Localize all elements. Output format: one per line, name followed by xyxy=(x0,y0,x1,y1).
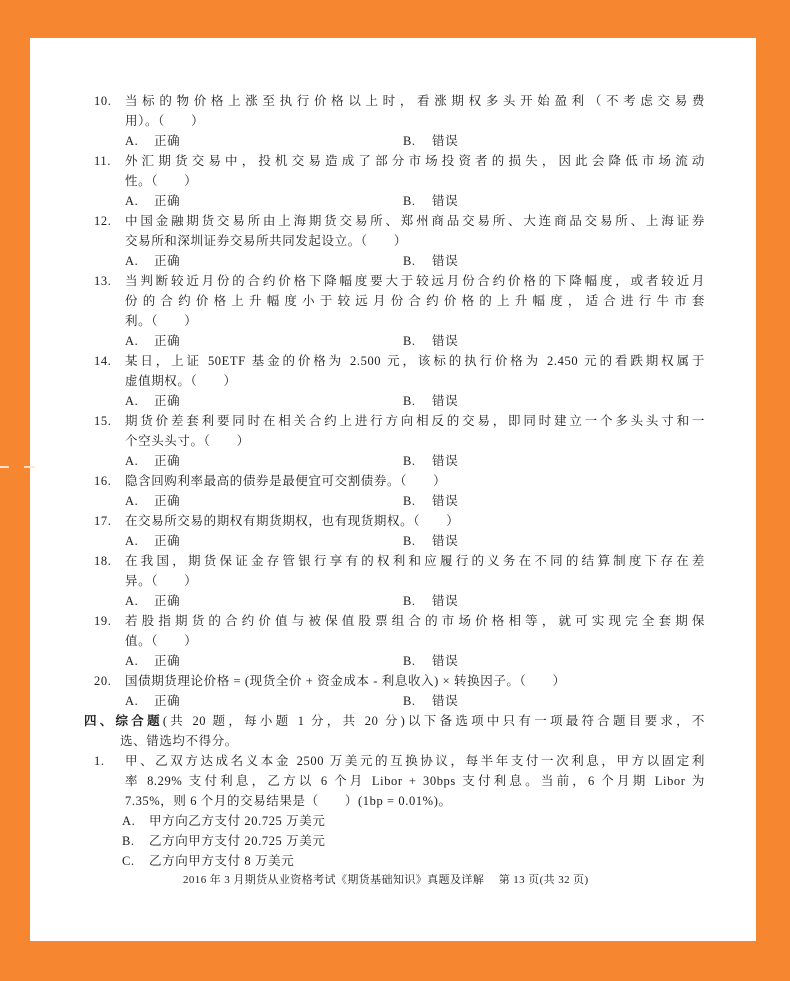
option-a-label: A. xyxy=(125,394,139,408)
question-stem-line: 份的合约价格上升幅度小于较远月份合约价格的上升幅度，适合进行牛市套 xyxy=(125,294,705,308)
option-b-label: B. xyxy=(403,654,416,668)
question-stem xyxy=(125,211,705,251)
question-block xyxy=(84,471,705,511)
question-number: 15. xyxy=(94,414,112,428)
question-number: 11. xyxy=(94,154,111,168)
option-b-label: B. xyxy=(403,534,416,548)
option-b-text: 错误 xyxy=(432,454,459,468)
option-label: A. xyxy=(122,814,136,828)
option-b xyxy=(403,451,458,471)
question-stem-line: 甲、乙双方达成名义本金 2500 万美元的互换协议，每半年支付一次利息，甲方以固定利 xyxy=(125,754,705,768)
option-row xyxy=(122,811,705,831)
question-block xyxy=(84,671,705,711)
section-title: 四、综合题 xyxy=(84,714,163,728)
left-edge-artifact xyxy=(0,466,9,468)
exam-content xyxy=(84,91,705,871)
question-stem-line: 某日，上证 50ETF 基金的价格为 2.500 元，该标的执行价格为 2.450 元的看跌期权属于 xyxy=(125,354,705,368)
question-stem xyxy=(125,551,705,591)
option-b-text: 错误 xyxy=(432,654,459,668)
option-a xyxy=(125,334,180,348)
question-stem-line: 个空头头寸。（ ） xyxy=(125,434,250,448)
question-number: 20. xyxy=(94,674,112,688)
option-a xyxy=(125,654,180,668)
question-stem-line: 交易所和深圳证券交易所共同发起设立。（ ） xyxy=(125,234,407,248)
option-b xyxy=(403,391,458,411)
option-a-text: 正确 xyxy=(154,454,181,468)
question-stem xyxy=(125,471,705,491)
option-a-label: A. xyxy=(125,254,139,268)
option-b-text: 错误 xyxy=(432,594,459,608)
option-a xyxy=(125,534,180,548)
answer-options-row xyxy=(125,591,705,611)
answer-options-row xyxy=(125,531,705,551)
answer-options-row xyxy=(125,191,705,211)
option-text: 甲方向乙方支付 20.725 万美元 xyxy=(149,814,326,828)
page-footer xyxy=(183,871,589,887)
option-a-text: 正确 xyxy=(154,254,181,268)
option-a-text: 正确 xyxy=(154,334,181,348)
option-a xyxy=(125,194,180,208)
answer-options-row xyxy=(125,251,705,271)
question-stem-line: 期货价差套利要同时在相关合约上进行方向相反的交易，即同时建立一个多头头寸和一 xyxy=(125,414,705,428)
question-block xyxy=(84,751,705,871)
option-a-label: A. xyxy=(125,334,139,348)
question-block xyxy=(84,151,705,211)
question-number: 10. xyxy=(94,94,112,108)
question-stem-line: 在我国，期货保证金存管银行享有的权利和应履行的义务在不同的结算制度下存在差 xyxy=(125,554,705,568)
question-number: 16. xyxy=(94,474,112,488)
question-stem-line: 国债期货理论价格 = (现货全价 + 资金成本 - 利息收入) × 转换因子。（ ） xyxy=(125,674,566,688)
option-a-label: A. xyxy=(125,654,139,668)
question-stem-line: 用）。（ ） xyxy=(125,114,205,128)
option-text: 乙方向甲方支付 20.725 万美元 xyxy=(149,834,326,848)
answer-options-row xyxy=(125,391,705,411)
option-b-text: 错误 xyxy=(432,254,459,268)
section-header-rest: (共 20 题，每小题 1 分，共 20 分)以下备选项中只有一项最符合题目要求，不 xyxy=(162,714,705,728)
option-a-text: 正确 xyxy=(154,494,181,508)
question-stem xyxy=(125,671,705,691)
option-b-label: B. xyxy=(403,394,416,408)
option-a-text: 正确 xyxy=(154,134,181,148)
option-b xyxy=(403,651,458,671)
question-block xyxy=(84,611,705,671)
left-edge-artifact xyxy=(24,466,35,468)
question-stem xyxy=(125,611,705,651)
option-b-label: B. xyxy=(403,494,416,508)
question-stem-line: 隐含回购利率最高的债券是最便宜可交割债券。（ ） xyxy=(125,474,447,488)
option-b xyxy=(403,531,458,551)
question-stem-line: 当判断较近月份的合约价格下降幅度要大于较远月份合约价格的下降幅度，或者较近月 xyxy=(125,274,705,288)
option-b-text: 错误 xyxy=(432,394,459,408)
option-b-text: 错误 xyxy=(432,334,459,348)
question-block xyxy=(84,511,705,551)
option-b xyxy=(403,691,458,711)
question-stem-line: 外汇期货交易中，投机交易造成了部分市场投资者的损失，因此会降低市场流动 xyxy=(125,154,705,168)
question-number: 12. xyxy=(94,214,112,228)
option-a-label: A. xyxy=(125,494,139,508)
option-text: 乙方向甲方支付 8 万美元 xyxy=(149,854,295,868)
question-stem xyxy=(125,271,705,331)
option-a-label: A. xyxy=(125,454,139,468)
document-page xyxy=(30,38,756,941)
question-block xyxy=(84,411,705,471)
question-stem-line: 异。（ ） xyxy=(125,574,198,588)
question-block xyxy=(84,351,705,411)
option-b-text: 错误 xyxy=(432,194,459,208)
answer-options-row xyxy=(125,331,705,351)
option-a-label: A. xyxy=(125,694,139,708)
option-b-label: B. xyxy=(403,334,416,348)
option-a xyxy=(125,694,180,708)
question-stem-line: 在交易所交易的期权有期货期权，也有现货期权。（ ） xyxy=(125,514,460,528)
section-header xyxy=(84,711,705,751)
option-b-label: B. xyxy=(403,134,416,148)
question-stem-line: 值。（ ） xyxy=(125,634,198,648)
question-stem xyxy=(125,151,705,191)
option-b-label: B. xyxy=(403,454,416,468)
option-a xyxy=(125,134,180,148)
option-a xyxy=(125,254,180,268)
option-a-label: A. xyxy=(125,194,139,208)
question-stem xyxy=(125,91,705,131)
question-stem-line: 当标的物价格上涨至执行价格以上时，看涨期权多头开始盈利（不考虑交易费 xyxy=(125,94,705,108)
question-stem xyxy=(125,751,705,811)
question-stem-line: 利。（ ） xyxy=(125,314,198,328)
option-b xyxy=(403,591,458,611)
question-stem-line: 7.35%，则 6 个月的交易结果是（ ）(1bp = 0.01%)。 xyxy=(125,794,452,808)
option-a-text: 正确 xyxy=(154,534,181,548)
option-b xyxy=(403,191,458,211)
answer-options-row xyxy=(125,651,705,671)
option-a-label: A. xyxy=(125,594,139,608)
question-stem xyxy=(125,351,705,391)
option-a xyxy=(125,394,180,408)
option-b xyxy=(403,491,458,511)
option-a xyxy=(125,494,180,508)
option-a xyxy=(125,594,180,608)
question-block xyxy=(84,211,705,271)
option-a-text: 正确 xyxy=(154,654,181,668)
question-stem xyxy=(125,411,705,451)
option-b-label: B. xyxy=(403,694,416,708)
question-block xyxy=(84,91,705,151)
question-number: 19. xyxy=(94,614,112,628)
question-number: 18. xyxy=(94,554,112,568)
option-a xyxy=(125,454,180,468)
question-stem-line: 虚值期权。（ ） xyxy=(125,374,237,388)
footer-text: 2016 年 3 月期货从业资格考试《期货基础知识》真题及详解 第 13 页(共 32 页) xyxy=(183,874,589,886)
answer-options-row xyxy=(125,451,705,471)
option-b-text: 错误 xyxy=(432,534,459,548)
question-block xyxy=(84,271,705,351)
option-b xyxy=(403,251,458,271)
option-row xyxy=(122,831,705,851)
option-a-text: 正确 xyxy=(154,694,181,708)
answer-options-row xyxy=(125,131,705,151)
question-stem-line: 率 8.29% 支付利息，乙方以 6 个月 Libor + 30bps 支付利息。当前，6 个月期 Libor 为 xyxy=(125,774,705,788)
question-number: 14. xyxy=(94,354,112,368)
option-b-label: B. xyxy=(403,254,416,268)
option-row xyxy=(122,851,705,871)
question-stem-line: 性。（ ） xyxy=(125,174,198,188)
question-stem xyxy=(125,511,705,531)
section-header-line2: 选、错选均不得分。 xyxy=(120,734,238,748)
question-stem-line: 中国金融期货交易所由上海期货交易所、郑州商品交易所、大连商品交易所、上海证券 xyxy=(125,214,705,228)
option-b-text: 错误 xyxy=(432,134,459,148)
answer-options-row xyxy=(125,691,705,711)
question-number: 13. xyxy=(94,274,112,288)
option-a-text: 正确 xyxy=(154,194,181,208)
option-a-text: 正确 xyxy=(154,394,181,408)
option-b-text: 错误 xyxy=(432,694,459,708)
section-header-line1 xyxy=(84,711,705,731)
option-b xyxy=(403,331,458,351)
question-stem-line: 若股指期货的合约价值与被保值股票组合的市场价格相等，就可实现完全套期保 xyxy=(125,614,705,628)
option-a-label: A. xyxy=(125,134,139,148)
option-a-text: 正确 xyxy=(154,594,181,608)
question-number: 1. xyxy=(94,754,105,768)
option-b-text: 错误 xyxy=(432,494,459,508)
question-number: 17. xyxy=(94,514,112,528)
option-b-label: B. xyxy=(403,594,416,608)
option-a-label: A. xyxy=(125,534,139,548)
question-block xyxy=(84,551,705,611)
option-b-label: B. xyxy=(403,194,416,208)
option-label: B. xyxy=(122,834,135,848)
option-label: C. xyxy=(122,854,135,868)
answer-options-row xyxy=(125,491,705,511)
option-b xyxy=(403,131,458,151)
